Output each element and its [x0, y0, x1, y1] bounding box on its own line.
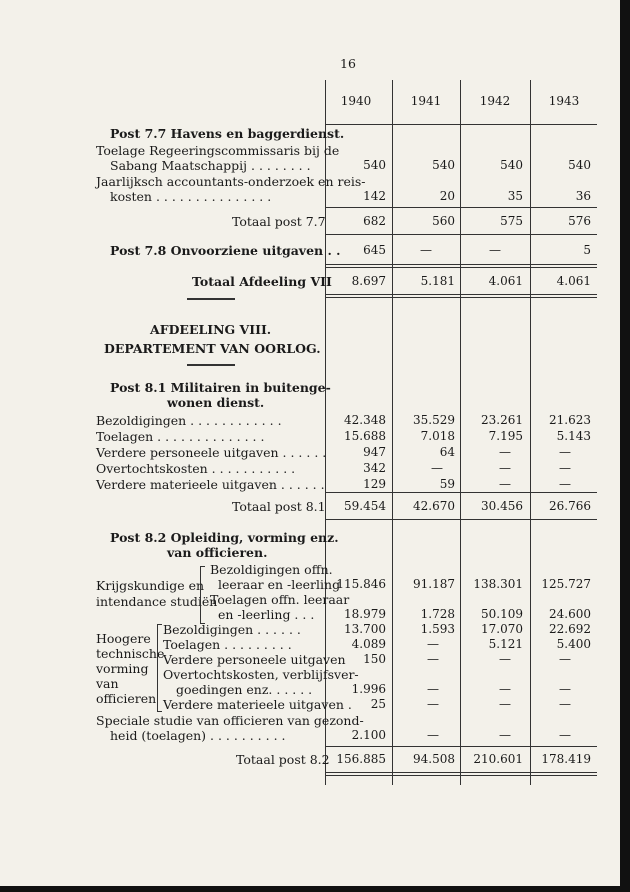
- total-cell: 576: [568, 214, 591, 228]
- row-label: Toelagen offn. leeraar: [210, 592, 350, 607]
- sum-rule: [325, 775, 597, 776]
- row-label: Verdere personeele uitgaven: [163, 652, 346, 667]
- value-cell: 4.089: [351, 637, 386, 651]
- value-cell: 947: [363, 445, 386, 459]
- group-label: intendance studiën: [96, 594, 218, 609]
- value-cell: 1.593: [420, 622, 455, 636]
- value-cell: —: [559, 652, 571, 666]
- total-label: Totaal post 8.2: [236, 752, 330, 767]
- value-cell: 150: [363, 652, 386, 666]
- group-label: vorming: [96, 661, 149, 676]
- year-header-1941: 1941: [410, 94, 442, 108]
- value-cell: 64: [439, 445, 455, 459]
- value-cell: —: [559, 682, 571, 696]
- value-cell: 91.187: [413, 577, 455, 591]
- total-cell: 4.061: [556, 274, 591, 288]
- value-cell: 20: [439, 189, 455, 203]
- value-cell: —: [559, 728, 571, 742]
- year-header-1942: 1942: [479, 94, 511, 108]
- value-cell: 21.623: [549, 413, 591, 427]
- value-cell: —: [559, 461, 571, 475]
- sum-rule: [325, 234, 597, 235]
- row-label: Verdere materieele uitgaven . . . . . .: [96, 477, 325, 492]
- year-header-1943: 1943: [548, 94, 580, 108]
- value-cell: —: [427, 637, 439, 651]
- value-cell: 142: [363, 189, 386, 203]
- year-header-1940: 1940: [340, 94, 372, 108]
- value-cell: —: [499, 682, 511, 696]
- value-cell: 138.301: [473, 577, 523, 591]
- total-cell: 94.508: [413, 752, 455, 766]
- value-cell: 35.529: [413, 413, 455, 427]
- row-label: leeraar en -leerling: [218, 577, 341, 592]
- row-label: Jaarlijksch accountants-onderzoek en reis-: [96, 174, 366, 189]
- value-cell: 7.018: [420, 429, 455, 443]
- group-label: technische: [96, 646, 165, 661]
- brace: [200, 566, 205, 624]
- value-cell: 42.348: [344, 413, 386, 427]
- row-label: Toelage Regeeringscommissaris bij de: [96, 143, 340, 158]
- group-label: Hoogere: [96, 631, 151, 646]
- value-cell: 5.143: [556, 429, 591, 443]
- row-label: Verdere materieele uitgaven .: [163, 697, 352, 712]
- value-cell: —: [499, 477, 511, 491]
- value-cell: 5.400: [556, 637, 591, 651]
- total-cell: 4.061: [488, 274, 523, 288]
- value-cell: —: [559, 477, 571, 491]
- page-number: 16: [340, 56, 356, 71]
- value-cell: —: [499, 652, 511, 666]
- value-cell: 125.727: [541, 577, 591, 591]
- value-cell: 540: [363, 158, 386, 172]
- row-label: heid (toelagen) . . . . . . . . . .: [110, 728, 286, 743]
- group-label: officieren: [96, 691, 157, 706]
- value-cell: 13.700: [344, 622, 386, 636]
- value-cell: 25: [370, 697, 386, 711]
- afdeeling-7-total-label: Totaal Afdeeling VII: [192, 274, 332, 289]
- row-label: Speciale studie van officieren van gezond-: [96, 713, 364, 728]
- value-cell: —: [420, 243, 432, 257]
- value-cell: 129: [363, 477, 386, 491]
- value-cell: —: [559, 445, 571, 459]
- value-cell: 59: [439, 477, 455, 491]
- post-8-2-heading-cont: van officieren.: [167, 545, 268, 560]
- value-cell: —: [489, 243, 501, 257]
- total-cell: 210.601: [473, 752, 523, 766]
- value-cell: —: [427, 682, 439, 696]
- row-label: Bezoldigingen offn.: [210, 562, 333, 577]
- row-label: Overtochtskosten, verblijfsver-: [163, 667, 359, 682]
- sum-rule: [325, 267, 597, 268]
- value-cell: —: [499, 728, 511, 742]
- sum-rule: [325, 294, 597, 295]
- sum-rule: [325, 746, 597, 747]
- value-cell: 342: [363, 461, 386, 475]
- value-cell: 5.121: [488, 637, 523, 651]
- value-cell: 22.692: [549, 622, 591, 636]
- afdeeling-8-title: AFDEELING VIII.: [150, 322, 272, 337]
- sum-rule: [325, 492, 597, 493]
- value-cell: 645: [363, 243, 386, 257]
- row-label: Bezoldigingen . . . . . .: [163, 622, 301, 637]
- value-cell: 5: [583, 243, 591, 257]
- row-label: Verdere personeele uitgaven . . . . . .: [96, 445, 327, 460]
- total-cell: 5.181: [420, 274, 455, 288]
- total-cell: 59.454: [344, 499, 386, 513]
- row-label: Overtochtskosten . . . . . . . . . . .: [96, 461, 296, 476]
- value-cell: 540: [432, 158, 455, 172]
- value-cell: 50.109: [481, 607, 523, 621]
- value-cell: 2.100: [351, 728, 386, 742]
- row-label: Sabang Maatschappij . . . . . . . .: [110, 158, 311, 173]
- total-cell: 178.419: [541, 752, 591, 766]
- value-cell: 540: [568, 158, 591, 172]
- value-cell: —: [499, 445, 511, 459]
- sum-rule: [325, 207, 597, 208]
- total-cell: 156.885: [336, 752, 386, 766]
- value-cell: —: [431, 461, 443, 475]
- value-cell: 23.261: [481, 413, 523, 427]
- row-label: goedingen enz. . . . . .: [176, 682, 313, 697]
- value-cell: —: [427, 697, 439, 711]
- section-divider: [187, 298, 235, 300]
- value-cell: 7.195: [488, 429, 523, 443]
- post-7-8-heading: Post 7.8 Onvoorziene uitgaven . .: [110, 243, 341, 258]
- total-label: Totaal post 8.1: [232, 499, 326, 514]
- post-8-1-heading-cont: wonen dienst.: [167, 395, 265, 410]
- group-label: Krijgskundige en: [96, 578, 205, 593]
- value-cell: —: [559, 697, 571, 711]
- value-cell: 18.979: [344, 607, 386, 621]
- row-label: Toelagen . . . . . . . . .: [163, 637, 292, 652]
- total-cell: 26.766: [549, 499, 591, 513]
- total-cell: 682: [363, 214, 386, 228]
- row-label: kosten . . . . . . . . . . . . . . .: [110, 189, 272, 204]
- value-cell: —: [427, 728, 439, 742]
- section-divider: [187, 364, 235, 366]
- value-cell: 1.728: [420, 607, 455, 621]
- value-cell: —: [499, 461, 511, 475]
- row-label: en -leerling . . .: [218, 607, 315, 622]
- brace: [157, 624, 162, 712]
- post-8-2-heading: Post 8.2 Opleiding, vorming enz.: [110, 530, 339, 545]
- post-8-1-heading: Post 8.1 Militairen in buitenge-: [110, 380, 331, 395]
- department-title: DEPARTEMENT VAN OORLOG.: [104, 341, 321, 356]
- row-label: Bezoldigingen . . . . . . . . . . . .: [96, 413, 282, 428]
- total-cell: 8.697: [351, 274, 386, 288]
- value-cell: —: [499, 697, 511, 711]
- value-cell: 36: [575, 189, 591, 203]
- row-label: Toelagen . . . . . . . . . . . . . .: [96, 429, 265, 444]
- value-cell: 1.996: [351, 682, 386, 696]
- value-cell: 540: [500, 158, 523, 172]
- value-cell: 17.070: [481, 622, 523, 636]
- sum-rule: [325, 772, 597, 773]
- value-cell: 115.846: [336, 577, 386, 591]
- total-cell: 575: [500, 214, 523, 228]
- value-cell: 15.688: [344, 429, 386, 443]
- value-cell: —: [427, 652, 439, 666]
- total-cell: 560: [432, 214, 455, 228]
- total-label: Totaal post 7.7: [232, 214, 326, 229]
- sum-rule: [325, 297, 597, 298]
- post-7-7-heading: Post 7.7 Havens en baggerdienst.: [110, 126, 345, 141]
- header-rule: [325, 124, 597, 125]
- sum-rule: [325, 519, 597, 520]
- sum-rule: [325, 264, 597, 265]
- value-cell: 35: [507, 189, 523, 203]
- total-cell: 30.456: [481, 499, 523, 513]
- group-label: van: [96, 676, 119, 691]
- total-cell: 42.670: [413, 499, 455, 513]
- value-cell: 24.600: [549, 607, 591, 621]
